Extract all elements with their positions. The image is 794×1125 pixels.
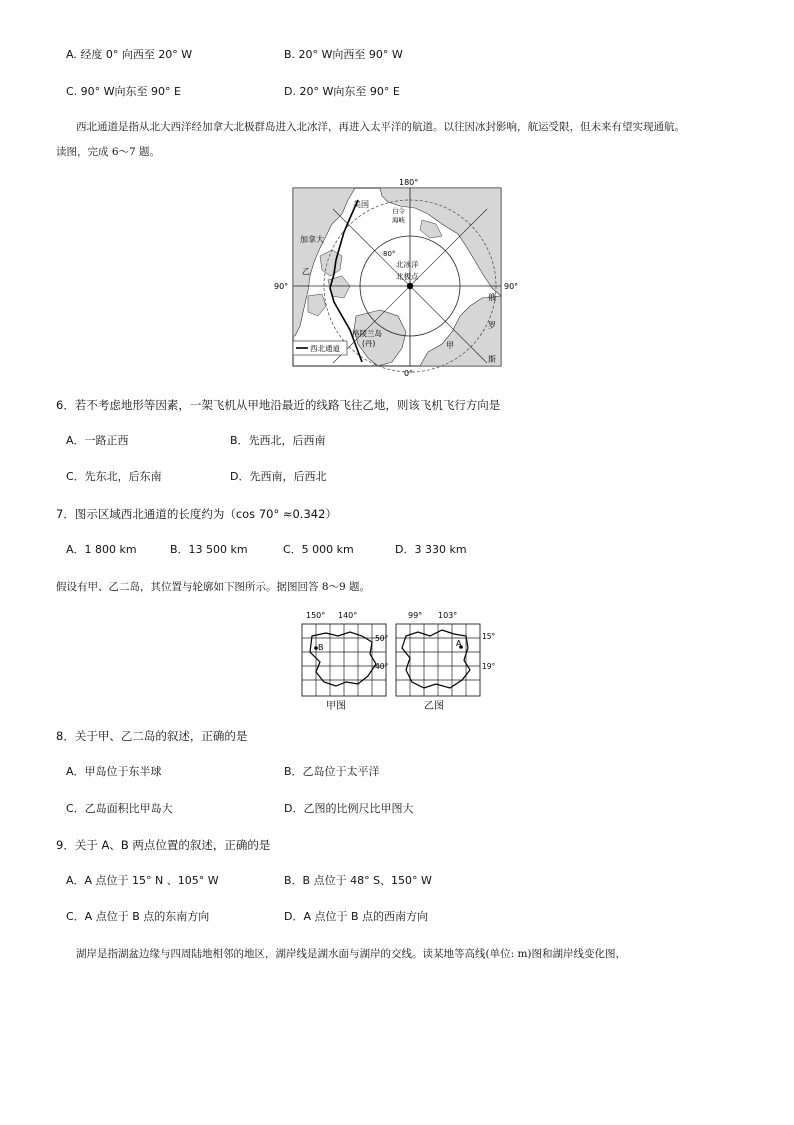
question-7-option-c: C．5 000 km xyxy=(283,543,354,556)
question-9-option-a: A．A 点位于 15° N 、105° W xyxy=(66,874,219,887)
question-7-option-a: A．1 800 km xyxy=(66,543,137,556)
intro-paragraph-line-1: 西北通道是指从北大西洋经加拿大北极群岛进入北冰洋，再进入太平洋的航道。以往因冰封影响，航运受限，但未来有望实现通航。 xyxy=(76,121,685,133)
option-c: C. 90° W向东至 90° E xyxy=(66,85,181,98)
question-6-option-a: A．一路正西 xyxy=(66,434,129,447)
label-80: 80° xyxy=(383,250,396,258)
map-jia xyxy=(302,611,389,712)
yi-lat-1: 15° xyxy=(482,632,496,641)
label-usa: 美国 xyxy=(353,200,369,209)
intro-paragraph-2: 假设有甲、乙二岛，其位置与轮廓如下图所示。据图回答 8～9 题。 xyxy=(56,581,371,593)
question-8-option-c: C．乙岛面积比甲岛大 xyxy=(66,802,173,815)
question-9-option-d: D．A 点位于 B 点的西南方向 xyxy=(284,910,429,923)
question-6-option-c: C．先东北，后东南 xyxy=(66,470,162,483)
jia-caption: 甲图 xyxy=(326,701,346,712)
question-8-option-b: B．乙岛位于太平洋 xyxy=(284,765,380,778)
label-jia: 甲 xyxy=(446,341,454,350)
jia-lon-2: 140° xyxy=(338,611,358,620)
question-6-option-b: B．先西北，后西南 xyxy=(230,434,326,447)
label-canada: 加拿大 xyxy=(300,235,324,244)
label-pole: 北极点 xyxy=(396,272,419,281)
intro-paragraph-3: 湖岸是指湖盆边缘与四周陆地相邻的地区，湖岸线是湖水面与湖岸的交线。读某地等高线(单位: m)图和湖岸线变化图， xyxy=(76,948,627,960)
question-7-option-b: B．13 500 km xyxy=(170,543,248,556)
question-7-option-d: D．3 330 km xyxy=(395,543,467,556)
option-a: A. 经度 0° 向西至 20° W xyxy=(66,48,193,61)
lon-label-bottom: 0° xyxy=(404,369,414,378)
label-dan: (丹) xyxy=(362,339,376,348)
label-russia-3: 斯 xyxy=(488,355,496,364)
island-maps xyxy=(296,606,506,714)
question-8-option-a: A．甲岛位于东半球 xyxy=(66,765,162,778)
jia-lat-1: 50° xyxy=(375,634,389,643)
option-b: B. 20° W向西至 90° W xyxy=(284,48,403,61)
label-russia-1: 俄 xyxy=(488,293,496,302)
legend-label: 西北通道 xyxy=(310,344,340,353)
question-7-stem: 7．图示区域西北通道的长度约为（cos 70° ≈0.342） xyxy=(56,507,337,521)
question-9-option-b: B．B 点位于 48° S、150° W xyxy=(284,874,432,887)
jia-lat-2: 40° xyxy=(375,662,389,671)
question-8-option-d: D．乙图的比例尺比甲图大 xyxy=(284,802,414,815)
yi-lat-2: 19° xyxy=(482,662,496,671)
point-a: A xyxy=(456,639,462,648)
yi-lon-1: 99° xyxy=(408,611,423,620)
question-6-stem: 6．若不考虑地形等因素，一架飞机从甲地沿最近的线路飞往乙地，则该飞机飞行方向是 xyxy=(56,398,501,412)
lon-label-right: 90° xyxy=(504,282,519,291)
arctic-map xyxy=(270,176,520,378)
label-strait-2: 海峡 xyxy=(392,216,405,224)
intro-paragraph-line-2: 读图，完成 6～7 题。 xyxy=(56,146,161,158)
point-b: B xyxy=(318,643,324,652)
question-9-option-c: C．A 点位于 B 点的东南方向 xyxy=(66,910,210,923)
jia-lon-1: 150° xyxy=(306,611,326,620)
option-d: D. 20° W向东至 90° E xyxy=(284,85,400,98)
map-yi xyxy=(396,611,496,712)
yi-lon-2: 103° xyxy=(438,611,458,620)
label-strait-1: 白令 xyxy=(392,207,405,215)
label-greenland: 格陵兰岛 xyxy=(352,329,382,338)
label-ocean: 北冰洋 xyxy=(396,260,419,269)
lon-label-top: 180° xyxy=(399,178,419,187)
label-yi: 乙 xyxy=(302,267,310,276)
yi-caption: 乙图 xyxy=(424,701,444,712)
question-6-option-d: D．先西南，后西北 xyxy=(230,470,327,483)
lon-label-left: 90° xyxy=(274,282,289,291)
question-9-stem: 9．关于 A、B 两点位置的叙述，正确的是 xyxy=(56,838,271,852)
question-8-stem: 8．关于甲、乙二岛的叙述，正确的是 xyxy=(56,729,248,743)
label-russia-2: 罗 xyxy=(488,321,496,330)
